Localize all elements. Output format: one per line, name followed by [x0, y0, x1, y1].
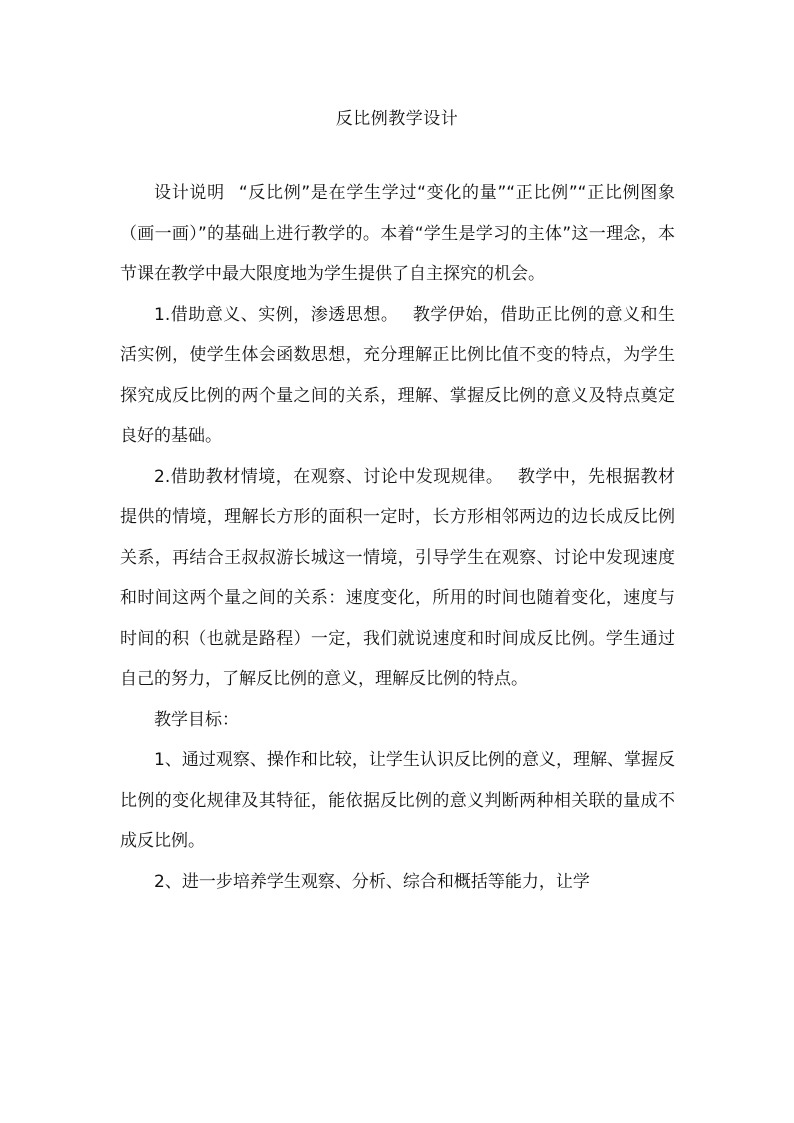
point1-heading: 1.借助意义、实例，渗透思想。 [154, 304, 399, 325]
objectives-heading: 教学目标： [154, 709, 239, 730]
document-body [120, 173, 675, 902]
point1-paragraph [120, 295, 675, 457]
objective-1: 1、通过观察、操作和比较，让学生认识反比例的意义，理解、掌握反比例的变化规律及其特征，能依据反比例的意义判断两种相关联的量成不成反比例。 [120, 750, 675, 851]
objective-2: 2、进一步培养学生观察、分析、综合和概括等能力，让学 [154, 871, 590, 892]
point2-text: 教学中，先根据教材提供的情境，理解长方形的面积一定时，长方形相邻两边的边长成反比例关系，再结合王叔叔游长城这一情境，引导学生在观察、讨论中发现速度和时间这两个量之间的关系：速度变化，所用的时间也随着变化，速度与时间的积（也就是路程）一定，我们就说速度和时间成反比例。学生通过自己的努力，了解反比例的意义，理解反比例的特点。 [120, 466, 675, 689]
design-note-label: 设计说明 [154, 183, 225, 203]
point2-heading: 2.借助教材情境，在观察、讨论中发现规律。 [154, 466, 504, 487]
point1-text: 教学伊始，借助正比例的意义和生活实例，使学生体会函数思想，充分理解正比例比值不变的特点，为学生探究成反比例的两个量之间的关系，理解、掌握反比例的意义及特点奠定良好的基础。 [120, 304, 675, 446]
document-title: 反比例教学设计 [335, 109, 459, 129]
point2-paragraph [120, 457, 675, 700]
design-note-text: “反比例”是在学生学过“变化的量”“正比例”“正比例图象（画一画）”的基础上进行教学的。本着“学生是学习的主体”这一理念，本节课在教学中最大限度地为学生提供了自主探究的机会。 [120, 183, 675, 284]
design-note-paragraph [120, 173, 675, 295]
